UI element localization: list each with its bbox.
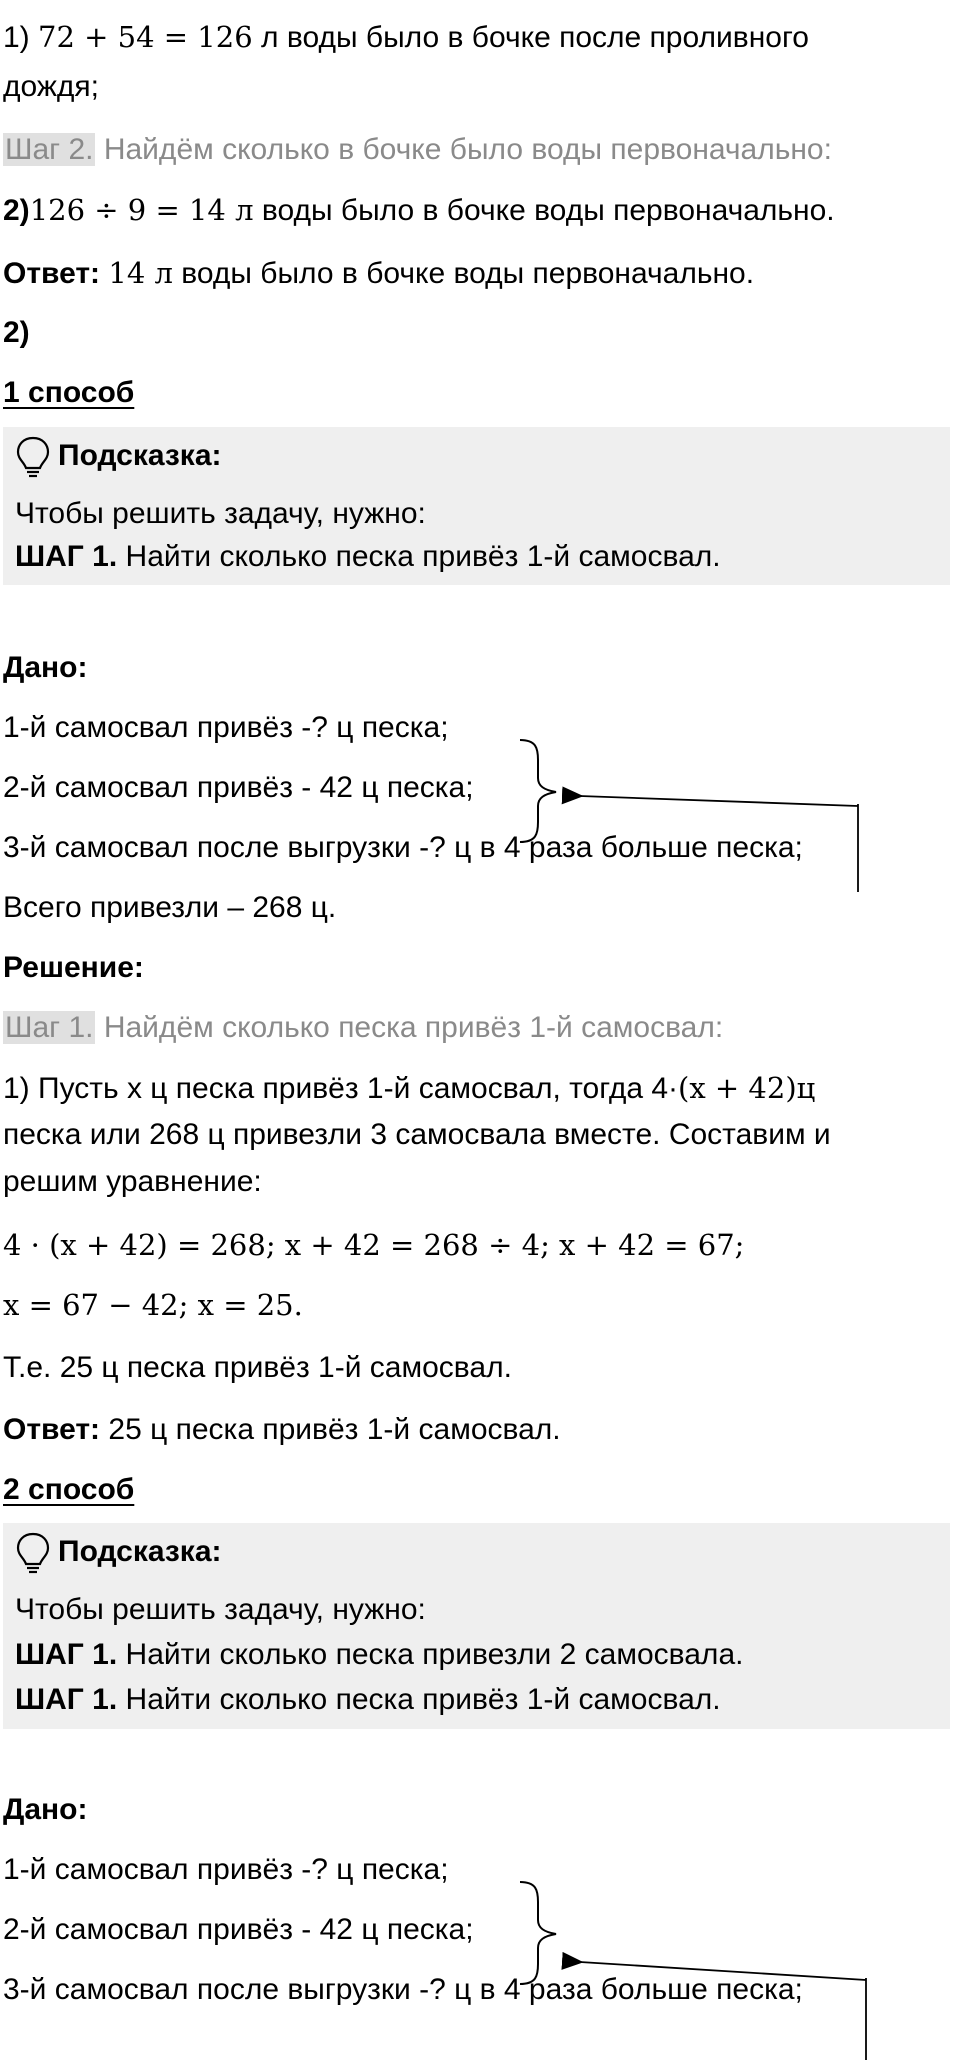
hint-intro: Чтобы решить задачу, нужно: — [15, 1593, 426, 1626]
given-item: 1-й самосвал привёз -? ц песка; — [3, 1853, 449, 1886]
solution-line: 1) Пусть х ц песка привёз 1-й самосвал, тогда 4·(x + 42)ц — [3, 1071, 816, 1105]
answer-line: Ответ: 25 ц песка привёз 1-й самосвал. — [3, 1413, 561, 1446]
given-item: 3-й самосвал после выгрузки -? ц в 4 раза больше песка; — [3, 1973, 803, 2006]
given-label: Дано: — [3, 1793, 88, 1826]
given-label: Дано: — [3, 651, 88, 684]
hint-step: ШАГ 1. Найти сколько песка привёз 1-й самосвал. — [15, 1683, 721, 1716]
given-item: 1-й самосвал привёз -? ц песка; — [3, 711, 449, 744]
method-2-heading: 2 способ — [3, 1473, 135, 1506]
arrow-line — [580, 796, 858, 806]
given-item: 3-й самосвал после выгрузки -? ц в 4 раза больше песка; — [3, 831, 803, 864]
hint-intro: Чтобы решить задачу, нужно: — [15, 497, 426, 530]
solution-line-2: 2)126 ÷ 9 = 14 л воды было в бочке воды первоначально. — [3, 193, 835, 227]
conclusion-line: Т.е. 25 ц песка привёз 1-й самосвал. — [3, 1351, 512, 1384]
brace-icon — [520, 1882, 556, 1984]
hint-title: Подсказка: — [58, 439, 222, 472]
hint-step: ШАГ 1. Найти сколько песка привёз 1-й самосвал. — [15, 540, 721, 573]
solution-label: Решение: — [3, 951, 144, 984]
solution-line: решим уравнение: — [3, 1165, 262, 1198]
solution-line-1-cont: дождя; — [3, 70, 100, 103]
equation-line: 4 · (x + 42) = 268; x + 42 = 268 ÷ 4; x + 42 = 67; — [3, 1228, 745, 1262]
equation-line: x = 67 − 42; x = 25. — [3, 1288, 303, 1322]
answer-line: Ответ: 14 л воды было в бочке воды первоначально. — [3, 256, 755, 290]
given-item: 2-й самосвал привёз - 42 ц песка; — [3, 1913, 474, 1946]
step-badge: Шаг 1. — [5, 1011, 94, 1044]
solution-line-1: 1) 72 + 54 = 126 л воды было в бочке после проливного — [3, 20, 809, 54]
given-item: 2-й самосвал привёз - 42 ц песка; — [3, 771, 474, 804]
given-item: Всего привезли – 268 ц. — [3, 891, 337, 924]
part-2-label: 2) — [3, 316, 30, 349]
step-2-line: Шаг 2. Найдём сколько в бочке было воды первоначально: — [5, 133, 832, 166]
solution-line: песка или 268 ц привезли 3 самосвала вместе. Составим и — [3, 1118, 831, 1151]
hint-title: Подсказка: — [58, 1535, 222, 1568]
step-badge: Шаг 2. — [5, 133, 94, 166]
hint-step: ШАГ 1. Найти сколько песка привезли 2 самосвала. — [15, 1638, 744, 1671]
brace-icon — [520, 740, 556, 842]
method-1-heading: 1 способ — [3, 376, 135, 409]
step-1-line: Шаг 1. Найдём сколько песка привёз 1-й самосвал: — [5, 1011, 724, 1044]
arrow-line — [580, 1962, 866, 1980]
